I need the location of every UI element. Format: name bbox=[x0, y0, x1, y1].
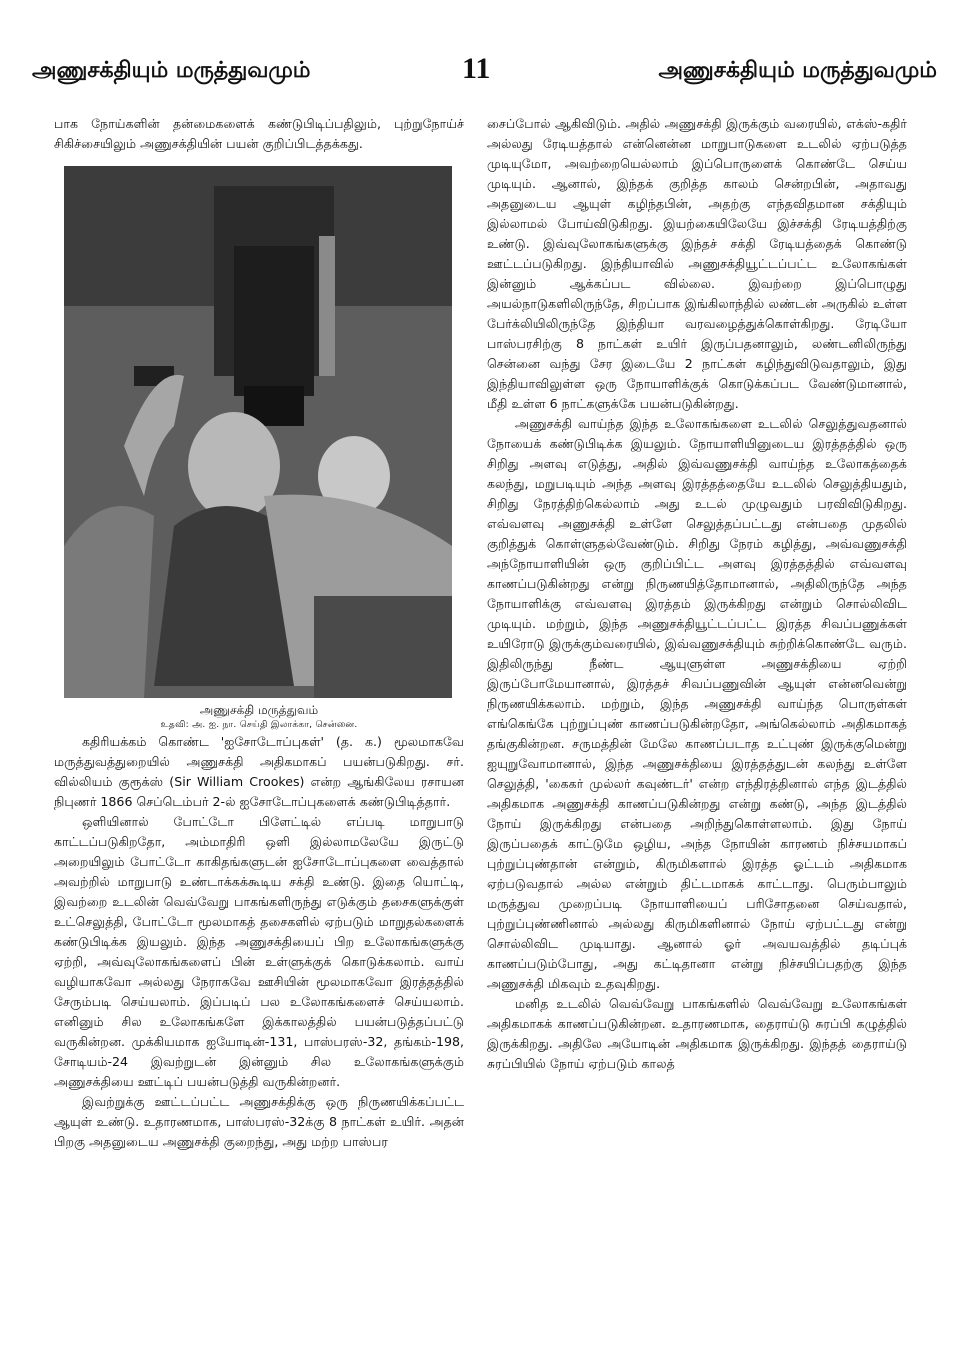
paragraph: அணுசக்தி வாய்ந்த இந்த உலோகங்களை உடலில் செலுத்துவதனால் நோயைக் கண்டுபிடிக்க இயலும். நோயாளியினுடைய இரத்தத்தில் ஒரு சிறிது அளவு எடுத்து, அதில் இவ்வணுசக்தி வாய்ந்த உலோகத்தைக் கலந்து, மறுபடியும் அந்த அளவு இரத்தத்தையே உடலில் செலுத்தியதும், சிறிது நேரத்திற்கெல்லாம் அது உடல் முழுவதும் பரவிவிடுகிறது. எவ்வளவு அணுசக்தி உள்ளே செலுத்தப்பட்டது என்பதை முதலில் குறித்துக் கொள்ளுதல்வேண்டும். சிறிது நேரம் கழித்து, அவ்வணுசக்தி அந்நோயாளியின் ஒரு குறிப்பிட்ட அளவு இரத்தத்தில் எவ்வளவு காணப்படுகின்றது என்று நிருணயித்தோமானால், அதிலிருந்தே அந்த நோயாளிக்கு எவ்வளவு இரத்தம் இருக்கிறது என்றும் சொல்லிவிட முடியும். மற்றும், இந்த அணுசக்தியூட்டப்பட்ட இரத்த சிவப்பணுக்கள் உயிரோடு இருக்கும்வரையில், இவ்வணுசக்தியும் சுற்றிக்கொண்டே வரும். இதிலிருந்து நீண்ட ஆயுளுள்ள அணுசக்தியை ஏற்றி இருப்போமேயானால், இரத்தச் சிவப்பணுவின் ஆயுள் என்னவென்று நிருணயிக்கலாம். மற்றும், இந்த அணுசக்தி வாய்ந்த பொருள்கள் எங்கெங்கே புற்றுப்புண் காணப்படுகின்றதோ, அங்கெல்லாம் அதிகமாகத் தங்குகின்றன. சருமத்தின் மேலே காணப்படாத உட்புண் இருக்குமென்று ஐயுறுவோமானால், இந்த அணுசக்தியை இரத்தத்துடன் கலந்து உள்ளே செலுத்தி, 'கைகர் முல்லர் கவுண்டர்' என்ற எந்திரத்தினால் எந்த இடத்தில் அதிகமாக அணுசக்தி காணப்படுகின்றது என்று கண்டு, அந்த இடத்தில் நோய் இருக்கிறது என்பதை அறிந்துகொள்ளலாம். இது நோய் இருப்பதைக் காட்டுமே ஒழிய, அந்த நோயின் காரணம் நிச்சயமாகப் புற்றுப்புண்தான் என்றும், கிருமிகளால் இரத்த ஓட்டம் அதிகமாக ஏற்படுவதால் அல்ல என்றும் திட்டமாகக் காட்டாது. பெரும்பாலும் மருத்துவ முறைப்படி நோயாளியைப் பரிசோதனை செய்வதால், புற்றுப்புண்ணினால் அல்லது கிருமிகளினால் நோய் ஏற்பட்டது என்று சொல்லிவிட முடியாது. ஆனால் ஓர் அவயவத்தில் தடிப்புக் காணப்படும்போது, அது கட்டிதானா என்று நிச்சயிப்பதற்கு இந்த அணுசக்தி மிகவும் உதவுகிறது. bbox=[487, 416, 907, 991]
paragraph: பாக நோய்களின் தன்மைகளைக் கண்டுபிடிப்பதிலும், புற்றுநோய்ச் சிகிச்சையிலும் அணுசக்தியின் பயன் குறிப்பிடத்தக்கது. bbox=[54, 116, 464, 151]
figure-caption: அணுசக்தி மருத்துவம் bbox=[199, 703, 319, 717]
running-title-left: அணுசக்தியும் மருத்துவமும் bbox=[32, 58, 311, 83]
page-number: 11 bbox=[462, 52, 491, 85]
right-column bbox=[487, 114, 907, 1350]
running-title-right: அணுசக்தியும் மருத்துவமும் bbox=[658, 58, 937, 83]
paragraph: ஒளியினால் போட்டோ பிளேட்டில் எப்படி மாறுபாடு காட்டப்படுகிறதோ, அம்மாதிரி ஒளி இல்லாமலேயே இருட்டு அறையிலும் போட்டோ காகிதங்களுடன் ஐசோடோப்புகளை வைத்தால் அவற்றில் மாறுபாடு உண்டாக்கக்கூடிய சக்தி உண்டு. இதை யொட்டி, இவற்றை உடலின் வெவ்வேறு பாகங்களிருந்து எடுக்கும் தசைகளுக்குள் உட்செலுத்தி, போட்டோ மூலமாகத் தசைகளில் ஏற்படும் மாறுதல்களைக் கண்டுபிடிக்க இயலும். இந்த அணுசக்தியைப் பிற உலோகங்களுக்கு ஏற்றி, அவ்வுலோகங்களைப் பின் உள்ளுக்குக் கொடுக்கலாம். வாய் வழியாகவோ அல்லது நேராகவே ஊசியின் மூலமாகவோ இரத்தத்தில் சேரும்படி செய்யலாம். இப்படிப் பல உலோகங்களைச் செய்யலாம். எனினும் சில உலோகங்களே இக்காலத்தில் பயன்படுத்தப்பட்டு வருகின்றன. முக்கியமாக ஐயோடின்-131, பாஸ்பரஸ்-32, தங்கம்-198, சோடியம்-24 இவற்றுடன் இன்னும் சில உலோகங்களுக்கும் அணுசக்தியை ஊட்டிப் பயன்படுத்தி வருகின்றனர். bbox=[54, 814, 464, 1089]
left-column bbox=[54, 114, 464, 1334]
photograph-atomic-medicine bbox=[64, 166, 452, 698]
page-header bbox=[32, 52, 937, 98]
paragraph: சைப்போல் ஆகிவிடும். அதில் அணுசக்தி இருக்கும் வரையில், எக்ஸ்-கதிர் அல்லது ரேடியத்தால் என்னென்ன மாறுபாடுகளை உடலில் ஏற்படுத்த முடியுமோ, அவற்றையெல்லாம் இப்பொருளைக் கொண்டே செய்ய முடியும். ஆனால், இந்தக் குறித்த காலம் சென்றபின், அதாவது அதனுடைய ஆயுள் கழிந்தபின், அதற்கு எந்தவிதமான சக்தியும் இல்லாமல் போய்விடுகிறது. இயற்கையிலேயே இச்சக்தி ரேடியத்திற்கு உண்டு. இவ்வுலோகங்களுக்கு இந்தச் சக்தி ரேடியத்தைக் கொண்டு ஊட்டப்படுகிறது. இந்தியாவில் அணுசக்தியூட்டப்பட்ட உலோகங்கள் இன்னும் ஆக்கப்பட வில்லை. இவற்றை இப்பொழுது அயல்நாடுகளிலிருந்தே, சிறப்பாக இங்கிலாந்தில் லண்டன் அருகில் உள்ள பேர்க்லியிலிருந்தே இந்தியா வரவழைத்துக்கொள்கிறது. ரேடியோ பாஸ்பரசிற்கு 8 நாட்கள் உயிர் இருப்பதனாலும், லண்டனிலிருந்து சென்னை வந்து சேர இடையே 2 நாட்கள் கழிந்துவிடுவதாலும், இது இந்தியாவிலுள்ள ஒரு நோயாளிக்குக் கொடுக்கப்பட வேண்டுமானால், மீதி உள்ள 6 நாட்களுக்கே பயன்படுகின்றது. bbox=[487, 116, 907, 411]
paragraph: கதிரியக்கம் கொண்ட 'ஐசோடோப்புகள்' (த. க.) மூலமாகவே மருத்துவத்துறையில் அணுசக்தி அதிகமாகப் பயன்படுகிறது. சர். வில்லியம் குரூக்ஸ் (Sir William Crookes) என்ற ஆங்கிலேய ரசாயன நிபுணர் 1866 செப்டெம்பர் 2-ல் ஐசோடோப்புகளைக் கண்டுபிடித்தார். bbox=[54, 734, 464, 809]
photo-illustration bbox=[64, 166, 452, 698]
paragraph: மனித உடலில் வெவ்வேறு பாகங்களில் வெவ்வேறு உலோகங்கள் அதிகமாகக் காணப்படுகின்றன. உதாரணமாக, தைராய்டு சுரப்பி கழுத்தில் இருக்கிறது. அதிலே அயோடின் அதிகமாக இருக்கிறது. இந்தத் தைராய்டு சுரப்பியில் நோய் ஏற்படும் காலத் bbox=[487, 996, 907, 1071]
figure-credit: உதவி: அ. ஐ. நா. செய்தி இலாக்கா, சென்னை. bbox=[160, 720, 358, 730]
paragraph: இவற்றுக்கு ஊட்டப்பட்ட அணுசக்திக்கு ஒரு நிருணயிக்கப்பட்ட ஆயுள் உண்டு. உதாரணமாக, பாஸ்பரஸ்-32க்கு 8 நாட்கள் உயிர். அதன் பிறகு அதனுடைய அணுசக்தி குறைந்து, அது மற்ற பாஸ்பர bbox=[54, 1094, 464, 1149]
